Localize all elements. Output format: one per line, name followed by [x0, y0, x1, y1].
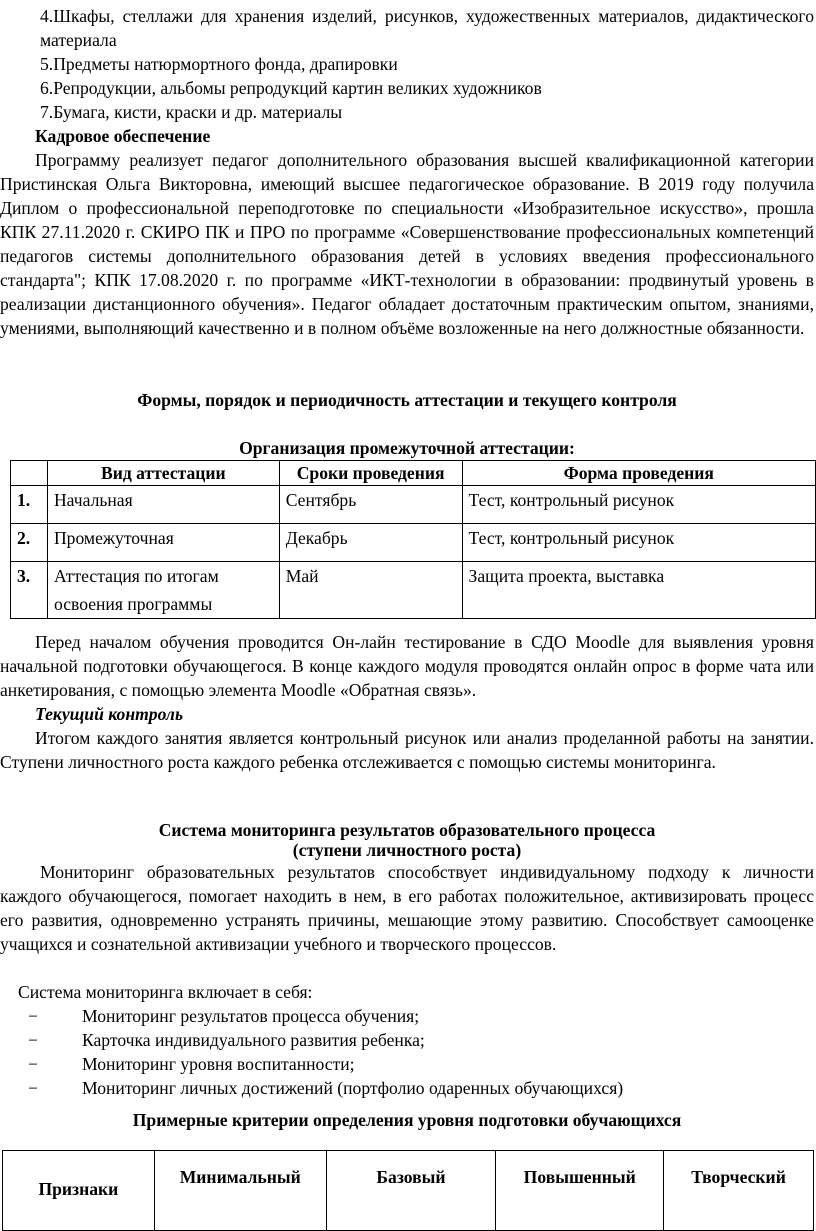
- table-header-type: Вид аттестации: [47, 461, 279, 486]
- dash-bullet: −: [28, 1078, 38, 1098]
- table-row: [11, 562, 816, 619]
- monitoring-subheading: (ступени личностного роста): [292, 840, 522, 860]
- list-item-text: Мониторинг личных достижений (портфолио одаренных обучающихся): [82, 1078, 624, 1098]
- row-number: 1.: [11, 486, 48, 524]
- table-header-form: Форма проведения: [462, 461, 815, 486]
- table-header-row: [11, 461, 816, 486]
- row-form: Защита проекта, выставка: [462, 562, 815, 619]
- current-control-heading: Текущий контроль: [35, 704, 183, 724]
- row-form: Тест, контрольный рисунок: [462, 486, 815, 524]
- dash-bullet: −: [28, 1006, 38, 1026]
- criteria-header-row: [3, 1151, 814, 1231]
- criteria-heading: Примерные критерии определения уровня подготовки обучающихся: [132, 1110, 682, 1130]
- criteria-col-signs: Признаки: [3, 1151, 155, 1231]
- row-type: Аттестация по итогам освоения программы: [47, 562, 279, 619]
- list-item-7: 7.Бумага, кисти, краски и др. материалы: [40, 102, 343, 122]
- staff-paragraph: Программу реализует педагог дополнительного образования высшей квалификационной категории Пристинская Ольга Викторовна, имеющий высшее педагогическое образование. В 2019 году получила Диплом о профессиональной переподготовке по специальности «Изобразительное искусство», прошла КПК 27.11.2020 г. СКИРО ПК и ПРО по программе «Совершенствование профессиональных компетенций педагогов системы дополнительного образования детей в условиях введения профессионального стандарта"; КПК 17.08.2020 г. по программе «ИКТ-технологии в образовании: продвинутый уровень в реализации дистанционного обучения». Педагог обладает достаточным практическим опытом, знаниями, умениями, выполняющий качественно и в полном объёме возложенные на него должностные обязанности.: [0, 150, 814, 338]
- table-header-num: [11, 461, 48, 486]
- criteria-table: [2, 1150, 814, 1231]
- row-type: Начальная: [47, 486, 279, 524]
- current-control-paragraph: Итогом каждого занятия является контрольный рисунок или анализ проделанной работы на занятии. Ступени личностного роста каждого ребенка отслеживается с помощью системы мониторинга.: [0, 728, 814, 772]
- list-item: [0, 1028, 814, 1052]
- list-item-5: 5.Предметы натюрмортного фонда, драпировки: [40, 54, 398, 74]
- criteria-col-advanced: Повышенный: [496, 1151, 664, 1231]
- attestation-table: [10, 460, 816, 619]
- table-row: [11, 524, 816, 562]
- row-term: Май: [279, 562, 462, 619]
- attestation-heading: Формы, порядок и периодичность аттестации и текущего контроля: [137, 390, 677, 410]
- row-form: Тест, контрольный рисунок: [462, 524, 815, 562]
- staff-heading: Кадровое обеспечение: [35, 126, 211, 146]
- attestation-subheading: Организация промежуточной аттестации:: [239, 438, 575, 458]
- table-row: [11, 486, 816, 524]
- criteria-col-basic: Базовый: [326, 1151, 496, 1231]
- list-item: [0, 1052, 814, 1076]
- list-item-text: Мониторинг результатов процесса обучения;: [82, 1006, 420, 1026]
- row-type: Промежуточная: [47, 524, 279, 562]
- row-number: 2.: [11, 524, 48, 562]
- table-header-term: Сроки проведения: [279, 461, 462, 486]
- dash-bullet: −: [28, 1054, 38, 1074]
- dash-bullet: −: [28, 1030, 38, 1050]
- list-item: [0, 1076, 814, 1100]
- row-number: 3.: [11, 562, 48, 619]
- monitoring-heading: Система мониторинга результатов образовательного процесса: [158, 820, 656, 840]
- row-term: Сентябрь: [279, 486, 462, 524]
- list-item-text: Карточка индивидуального развития ребенка;: [82, 1030, 425, 1050]
- online-testing-paragraph: Перед началом обучения проводится Он-лайн тестирование в СДО Moodle для выявления уровня начальной подготовки обучающегося. В конце каждого модуля проводятся онлайн опрос в форме чата или анкетирования, с помощью элемента Moodle «Обратная связь».: [0, 632, 814, 700]
- list-item-6: 6.Репродукции, альбомы репродукций картин великих художников: [40, 78, 542, 98]
- monitoring-paragraph: Мониторинг образовательных результатов способствует индивидуальному подходу к личности каждого обучающегося, помогает находить в нем, в его работах положительное, активизировать процесс его развития, одновременно устранять причины, мешающие этому развитию. Способствует самооценке учащихся и сознательной активизации учебного и творческого процессов.: [0, 862, 814, 954]
- row-term: Декабрь: [279, 524, 462, 562]
- monitoring-includes: Система мониторинга включает в себя:: [18, 982, 313, 1002]
- criteria-col-minimal: Минимальный: [154, 1151, 326, 1231]
- list-item-4: 4.Шкафы, стеллажи для хранения изделий, рисунков, художественных материалов, дидактического материала: [40, 6, 814, 50]
- list-item-text: Мониторинг уровня воспитанности;: [82, 1054, 355, 1074]
- criteria-col-creative: Творческий: [664, 1151, 814, 1231]
- list-item: [0, 1004, 814, 1028]
